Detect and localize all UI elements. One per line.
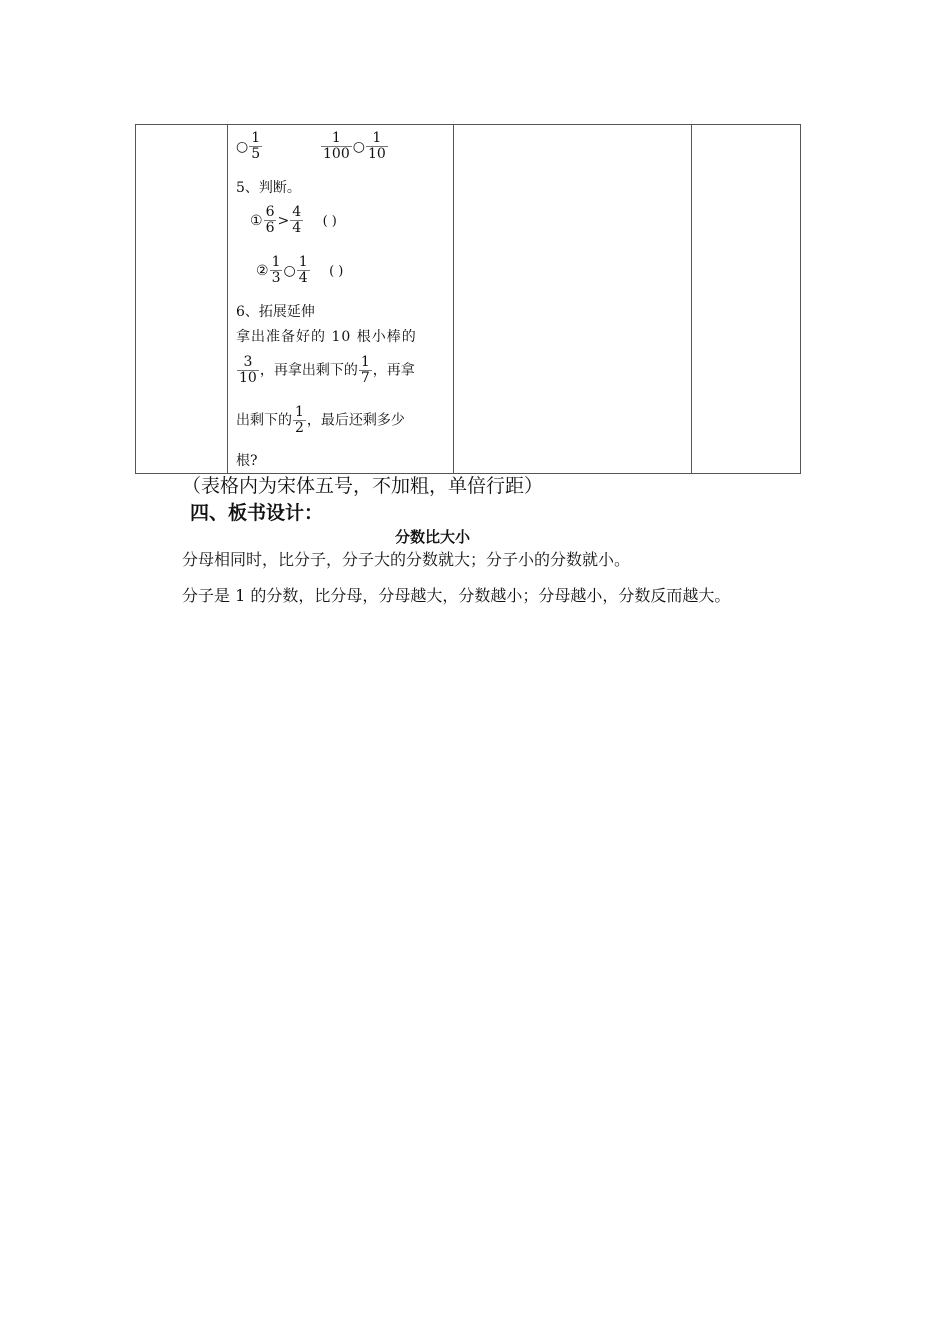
fraction-1-4: $\frac{1}{4}$ (298, 254, 308, 286)
compare-row (236, 131, 263, 162)
marker-2: ② (256, 262, 269, 279)
fraction-1-5: $\frac{1}{5}$ (251, 130, 261, 162)
table-row (136, 125, 801, 474)
judge-item-2 (256, 255, 343, 286)
compare-circle-2: ○ (352, 138, 365, 155)
item5-title: 5、判断。 (236, 180, 301, 196)
extension-line-1: 拿出准备好的 10 根小棒的 (236, 329, 417, 345)
table-cell-2 (228, 125, 454, 474)
board-title: 分数比大小 (395, 528, 471, 546)
fraction-4-4: $\frac{4}{4}$ (292, 204, 302, 236)
greater-than-sign: > (277, 212, 290, 229)
marker-1: ① (250, 212, 263, 229)
compare-row-right (320, 131, 389, 162)
fraction-6-6: $\frac{6}{6}$ (265, 204, 275, 236)
judge-item-1 (250, 205, 337, 236)
extension-line-3: 出剩下的 $\frac{1}{2}$ ，最后还剩多少 (236, 404, 405, 436)
fraction-1-2: $\frac{1}{2}$ (295, 404, 304, 436)
answer-paren-2: ( ) (329, 263, 344, 279)
table-format-note: （表格内为宋体五号，不加粗，单倍行距） (182, 475, 544, 497)
table-cell-1 (136, 125, 228, 474)
fraction-1-100: $\frac{1}{100}$ (323, 130, 350, 162)
item6-title: 6、拓展延伸 (236, 304, 315, 320)
compare-circle-3: ○ (283, 262, 296, 279)
fraction-1-3: $\frac{1}{3}$ (271, 254, 281, 286)
extension-line-4: 根? (236, 453, 258, 469)
compare-circle-1: ○ (236, 138, 249, 155)
table-cell-4 (692, 125, 801, 474)
board-line-1: 分母相同时，比分子，分子大的分数就大；分子小的分数就小。 (182, 550, 631, 569)
lesson-table (135, 124, 801, 474)
fraction-1-10: $\frac{1}{10}$ (367, 130, 386, 162)
board-line-2: 分子是 1 的分数，比分母，分母越大，分数越小；分母越小，分数反而越大。 (182, 586, 731, 605)
answer-paren-1: ( ) (322, 213, 337, 229)
fraction-3-10: $\frac{3}{10}$ (239, 354, 257, 386)
extension-line-2: $\frac{3}{10}$ ，再拿出剩下的 $\frac{1}{7}$ ，再拿 (239, 354, 415, 386)
section-heading: 四、板书设计： (190, 502, 324, 524)
fraction-1-7: $\frac{1}{7}$ (360, 354, 370, 386)
table-cell-3 (454, 125, 692, 474)
